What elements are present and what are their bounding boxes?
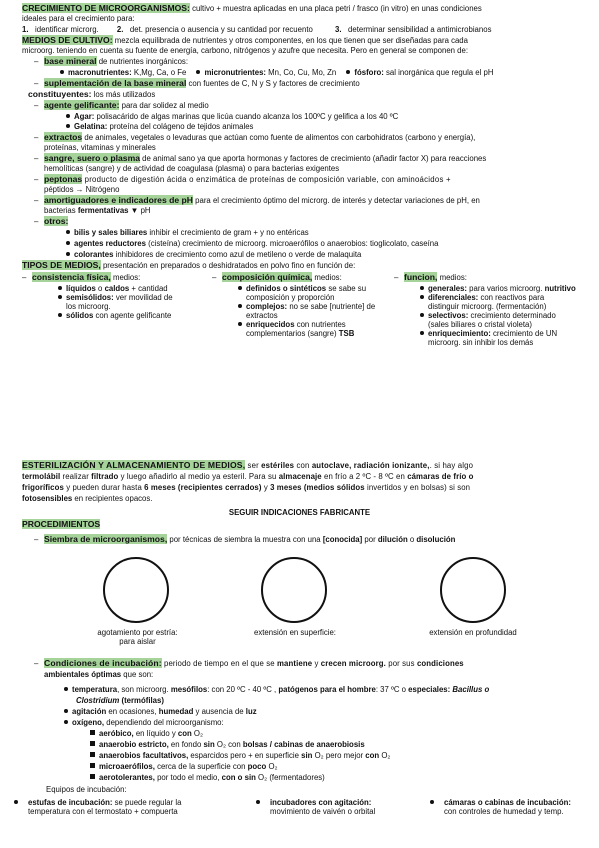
heading-suplementacion: suplementación de la base mineral — [44, 78, 187, 88]
aerotolerantes-line — [90, 773, 325, 782]
bullet-icon — [346, 70, 350, 74]
heading-funcion: funcion, — [404, 272, 438, 282]
disolucion-label: disolución — [416, 535, 456, 544]
base-mineral-line: – base mineral de nutrientes inorgánicos: — [34, 56, 189, 66]
termolabil-label: termolábil — [22, 472, 61, 481]
nutritivo-label: nutritivo — [544, 284, 576, 293]
peptonas-text-2: péptidos → Nitrógeno — [44, 185, 120, 194]
microaerofilos-line — [90, 762, 278, 771]
bullet-icon — [58, 286, 62, 290]
estufas-text-2: temperatura con el termostato + compuerta — [28, 807, 178, 816]
bolsas-label: bolsas / cabinas de anaerobiosis — [242, 740, 365, 749]
o4-text-b: cerca de la superficie con — [154, 762, 248, 771]
fosforo-value: sal inorgánica que regula el pH — [383, 68, 494, 77]
o1-o2: O₂ — [191, 729, 204, 738]
num-1: 1. — [22, 25, 29, 34]
medios-text-2: microorg. teniendo en cuenta su fuente de energía, carbono, nitrógenos y azufre que necesita. Pero en general se componen de: — [22, 46, 469, 55]
bullet-icon — [196, 70, 200, 74]
bilis-text: inhibir el crecimiento de gram + y no entéricas — [147, 228, 309, 237]
esterilizacion-line-1 — [22, 461, 473, 470]
extractos-text-2: proteínas, vitaminas y minerales — [44, 143, 156, 152]
o4-poco: poco — [247, 762, 267, 771]
column-composicion: – composición química, medios: definidos o sintéticos se sabe su composición y proporción complejos: no se sabe [nutriente] de extractos enriquecidos con nutrientes complementarios (sangre) TSB — [212, 272, 376, 338]
heading-crecimiento: CRECIMIENTO DE MICROORGANISMOS: — [22, 3, 190, 13]
bullet-icon — [58, 295, 62, 299]
o4-o2: O₂ — [266, 762, 278, 771]
heading-siembra: Siembra de microorganismos, — [44, 534, 168, 544]
colorantes-line — [66, 250, 361, 259]
square-bullet-icon — [90, 730, 95, 735]
sangre-line-2 — [44, 164, 339, 173]
caldos-label: caldos — [104, 284, 130, 293]
t1-text-f: : 37 ºC o — [375, 685, 409, 694]
enriquecidos-label: enriquecidos — [246, 320, 295, 329]
agitacion-line — [64, 707, 257, 716]
cantidad-text: + cantidad — [129, 284, 168, 293]
aerobico-line — [90, 729, 203, 738]
caption-estria — [80, 628, 195, 646]
enriquecimiento-text-2: microorg. sin inhibir los demás — [428, 338, 534, 347]
siembra-text-b: por técnicas de siembra la muestra con una — [167, 535, 323, 544]
especiales-label: especiales: — [408, 685, 453, 694]
esterilizacion-line-4 — [22, 494, 152, 503]
esterilizacion-line-2 — [22, 472, 473, 481]
bullet-icon — [14, 800, 18, 804]
e3-text-b: y pueden durar hasta — [63, 483, 145, 492]
t1-text-d: : con 20 ºC - 40 ºC , — [207, 685, 279, 694]
petri-dish-profundidad — [440, 557, 506, 623]
bullet-icon — [64, 720, 68, 724]
base-mineral-text: de nutrientes inorgánicos: — [96, 57, 189, 66]
intro-line-1 — [22, 4, 482, 13]
esteriles-label: estériles — [261, 461, 295, 470]
aerotolerantes-label: aerotolerantes, — [99, 773, 155, 782]
e2-text-f: en frío a 2 ºC - 8 ºC en — [321, 472, 408, 481]
fotosensibles-label: fotosensibles — [22, 494, 73, 503]
o5-text-b: por todo el medio, — [154, 773, 222, 782]
composicion-text: medios: — [312, 273, 342, 282]
o3-sin: sin — [301, 751, 313, 760]
heading-consistencia: consistencia física, — [32, 272, 111, 282]
o1-con: con — [177, 729, 192, 738]
fosforo-label: fósforo: — [354, 68, 384, 77]
siembra-line: – Siembra de microorganismos, por técnicas de siembra la muestra con una [conocida] por dilución o disolución — [34, 534, 456, 544]
colorantes-text: inhibidores de crecimiento como azul de metileno o verde de malaquita — [113, 250, 362, 259]
square-bullet-icon — [90, 741, 95, 746]
bullet-icon — [420, 331, 424, 335]
bullet-icon — [58, 313, 62, 317]
t1-text-b: , son microorg. — [117, 685, 171, 694]
bullet-icon — [66, 230, 70, 234]
bilis-label: bilis y sales biliares — [74, 228, 148, 237]
extractos-text: de animales, vegetales o levaduras que actúan como fuente de alimentos con carbohidratos (carbono y energía), — [82, 133, 476, 142]
humedad-label: humedad — [158, 707, 194, 716]
ambientales-label: ambientales óptimas — [44, 670, 122, 679]
petri-dish-estria — [103, 557, 169, 623]
incubacion-line: – Condiciones de incubación: periodo de tiempo en el que se mantiene y crecen microorg. por sus condiciones — [34, 658, 464, 668]
extractos-line-2 — [44, 143, 156, 152]
tipos-text: presentación en preparados o deshidratados en polvo fino en función de: — [100, 261, 356, 270]
ox-text-b: dependiendo del microorganismo: — [104, 718, 224, 727]
bullet-icon — [430, 800, 434, 804]
tres-meses-label: 3 meses (medios sólidos — [270, 483, 365, 492]
camaras-label: cámaras o cabinas de incubación: — [444, 798, 571, 807]
ph-text: ▼ pH — [128, 206, 151, 215]
funcion-text: medios: — [437, 273, 467, 282]
sangre-line: – sangre, suero o plasma de animal sano ya que aporta hormonas y factores de crecimiento (añadir factor X) para reacciones — [34, 153, 487, 163]
esterilizacion-text-e: . si hay algo — [429, 461, 474, 470]
consistencia-text: medios: — [110, 273, 141, 282]
agar-text: polisacárido de algas marinas que licúa cuando alcanza los 100ºC y gelifica a los 40 ºC — [94, 112, 399, 121]
heading-incubacion: Condiciones de incubación: — [44, 658, 162, 668]
semisolidos-label: semisólidos: — [66, 293, 114, 302]
incubacion-text-2: que son: — [121, 670, 154, 679]
enriquecimiento-label: enriquecimiento: — [428, 329, 491, 338]
conocida-label: [conocida] — [322, 535, 363, 544]
luz-label: luz — [245, 707, 257, 716]
diferenciales-label: diferenciales: — [428, 293, 479, 302]
equipos-line — [46, 785, 127, 794]
o3-text-d: O₂ pero mejor — [312, 751, 366, 760]
estufas-text: se puede regular la — [112, 798, 182, 807]
intro-text-2: ideales para el crecimiento para: — [22, 14, 135, 23]
equipo-incubadores — [256, 798, 426, 816]
equipo-estufas — [14, 798, 244, 816]
seguir-indicaciones: SEGUIR INDICACIONES FABRICANTE — [228, 508, 371, 517]
ag-text-d: y ausencia de — [193, 707, 246, 716]
incubacion-text-a: periodo de tiempo en el que se — [161, 659, 277, 668]
column-consistencia: – consistencia física, medios: líquidos o caldos + cantidad semisólidos: ver movilidad de los microorg. sólidos con agente gelificante — [22, 272, 173, 320]
incubacion-line-2 — [44, 670, 153, 679]
e4-text-b: en recipientes opacos. — [72, 494, 153, 503]
mesofilos-label: mesófilos — [170, 685, 208, 694]
microaerofilos-label: microaerófilos, — [99, 762, 155, 771]
selectivos-label: selectivos: — [428, 311, 469, 320]
peptonas-line: – peptonas producto de digestión ácida o enzimática de proteínas de composición variable, con aminoácidos + — [34, 174, 451, 184]
agitacion-label: agitación — [72, 707, 107, 716]
sangre-text-2: hemolíticas (sangre) y de actividad de coagulasa (plasma) o para bacterias exigentes — [44, 164, 340, 173]
temperatura-line-2 — [76, 696, 164, 705]
bacillus-label: Bacillus o — [452, 685, 490, 694]
o3-o2: O₂ — [379, 751, 391, 760]
o2-text-d: O₂ con — [214, 740, 243, 749]
reductores-line — [66, 239, 438, 248]
purpose-3: determinar sensibilidad a antimicrobianos — [348, 25, 492, 34]
definidos-text: se sabe su — [326, 284, 367, 293]
constituyentes-line — [28, 90, 155, 99]
mantiene-label: mantiene — [276, 659, 313, 668]
generales-text: para varios microorg. — [467, 284, 545, 293]
termofilas-label: (termófilas) — [119, 696, 164, 705]
anaerobio-estricto-label: anaerobio estricto, — [99, 740, 169, 749]
constituyentes-text: los más utilizados — [91, 90, 156, 99]
selectivos-text: crecimiento determinado — [468, 311, 556, 320]
reductores-label: agentes reductores — [74, 239, 146, 248]
intro-line-2 — [22, 14, 135, 23]
square-bullet-icon — [90, 763, 95, 768]
caption-profundidad: extensión en profundidad — [429, 628, 517, 637]
gelatina-text: proteína del colágeno de tejidos animales — [107, 122, 254, 131]
suplementacion-text: con fuentes de C, N y S y factores de crecimiento — [186, 79, 360, 88]
micronutrientes-label: micronutrientes: — [204, 68, 267, 77]
camaras-frio-label: cámaras de frío o — [407, 472, 474, 481]
siembra-text-d: por — [362, 535, 378, 544]
medios-line-2 — [22, 46, 468, 55]
definidos-label: definidos o sintéticos — [246, 284, 327, 293]
anaerobio-estricto-line — [90, 740, 365, 749]
fermentativas-text: fermentativas — [77, 206, 129, 215]
semisolidos-text-2: los microorg. — [66, 302, 111, 311]
amortiguadores-line-2 — [44, 206, 151, 215]
heading-sangre: sangre, suero o plasma — [44, 153, 140, 163]
diferenciales-text-2: distinguir microorg. (fermentación) — [428, 302, 547, 311]
o2-sin: sin — [203, 740, 215, 749]
patogenos-label: patógenos para el hombre — [278, 685, 376, 694]
incubadores-label: incubadores con agitación: — [270, 798, 372, 807]
purposes-line — [22, 25, 491, 34]
o3-con: con — [365, 751, 380, 760]
column-funcion: – funcion, medios: generales: para varios microorg. nutritivo diferenciales: con reactivos para distinguir microorg. (fermentación) selectivos: crecimiento determinado (sales biliares o cristal violeta) enriquecimiento: crecimiento de UN microorg. sin inhibir los demás — [394, 272, 576, 347]
semisolidos-text: ver movilidad de — [113, 293, 173, 302]
square-bullet-icon — [90, 774, 95, 779]
bullet-icon — [420, 295, 424, 299]
heading-extractos: extractos — [44, 132, 83, 142]
peptonas-line-2 — [44, 185, 119, 194]
oxigeno-label: oxígeno, — [72, 718, 105, 727]
intro-text: cultivo + muestra aplicadas en una placa petri / frasco (in vitro) en unas condiciones — [189, 4, 482, 13]
tipos-line — [22, 261, 355, 270]
oxigeno-line — [64, 718, 224, 727]
heading-base-mineral: base mineral — [44, 56, 97, 66]
micronutrientes-value: Mn, Co, Cu, Mo, Zn — [266, 68, 337, 77]
purpose-2: det. presencia o ausencia y su cantidad por recuento — [129, 25, 313, 34]
bullet-icon — [256, 800, 260, 804]
bilis-line — [66, 228, 309, 237]
bullet-icon — [420, 286, 424, 290]
siembra-text-f: o — [407, 535, 417, 544]
condiciones-label: condiciones — [416, 659, 464, 668]
agar-label: Agar: — [74, 112, 95, 121]
purpose-1: identificar microrg. — [35, 25, 99, 34]
gelificante-text: para dar solidez al medio — [119, 101, 209, 110]
almacenaje-label: almacenaje — [278, 472, 322, 481]
tsb-label: TSB — [338, 329, 355, 338]
generales-label: generales: — [428, 284, 468, 293]
heading-gelificante: agente gelificante: — [44, 100, 120, 110]
amortiguadores-line: – amortiguadores e indicadores de pH para el crecimiento óptimo del microrg. de interés y detectar variaciones de pH, en — [34, 195, 480, 205]
heading-peptonas: peptonas — [44, 174, 83, 184]
incubacion-text-e: por sus — [385, 659, 417, 668]
heading-tipos-medios: TIPOS DE MEDIOS, — [22, 260, 101, 270]
bullet-icon — [60, 70, 64, 74]
aerobico-label: aeróbico, — [99, 729, 134, 738]
reductores-text: (cisteína) crecimiento de microorg. microaerófilos o anaerobios: tioglicolato, caseína — [145, 239, 439, 248]
gelificante-line: – agente gelificante: para dar solidez al medio — [34, 100, 209, 110]
anaerobios-facultativos-label: anaerobios facultativos, — [99, 751, 189, 760]
amortiguadores-text: para el crecimiento óptimo del microrg. de interés y detectar variaciones de pH, en — [193, 196, 480, 205]
bullet-icon — [238, 322, 242, 326]
clostridium-label: Clostridium — [76, 696, 120, 705]
complejos-text: no se sabe [nutriente] de — [287, 302, 376, 311]
dilucion-label: dilución — [377, 535, 408, 544]
e2-text-b: realizar — [60, 472, 92, 481]
gelatina-label: Gelatina: — [74, 122, 108, 131]
extractos-line: – extractos de animales, vegetales o levaduras que actúan como fuente de alimentos con carbohidratos (carbono y energía), — [34, 132, 476, 142]
ag-text-b: en ocasiones, — [106, 707, 159, 716]
macronutrientes-value: K,Mg, Ca, o Fe — [131, 68, 187, 77]
o-text: o — [95, 284, 105, 293]
square-bullet-icon — [90, 752, 95, 757]
otros-line: – otros: — [34, 216, 69, 226]
anaerobios-facultativos-line — [90, 751, 390, 760]
enriquecidos-text: con nutrientes — [294, 320, 346, 329]
temperatura-label: temperatura — [72, 685, 118, 694]
equipo-camaras — [430, 798, 598, 816]
crecen-label: crecen microorg. — [320, 659, 386, 668]
equipos-label: Equipos de incubación: — [46, 785, 127, 794]
o3-text-b: esparcidos pero + en superficie — [188, 751, 302, 760]
caption-estria-line-1: agotamiento por estría: — [97, 628, 178, 637]
medios-line-1 — [22, 36, 468, 45]
gelatina-line — [66, 122, 253, 131]
procedimientos-line — [22, 520, 100, 529]
e3-text-d: y — [261, 483, 271, 492]
caption-superficie: extensión en superficie: — [254, 628, 336, 637]
heading-constituyentes: constituyentes: — [28, 89, 92, 99]
enriquecidos-text-2: complementarios (sangre) — [246, 329, 339, 338]
e2-text-d: y luego añadirlo al medio ya esteril. Para su — [118, 472, 279, 481]
incubadores-text: movimiento de vaivén o orbital — [270, 807, 376, 816]
enriquecimiento-text: crecimiento de UN — [490, 329, 558, 338]
bullet-icon — [66, 241, 70, 245]
estufas-label: estufas de incubación: — [28, 798, 113, 807]
seis-meses-label: 6 meses (recipientes cerrados) — [144, 483, 262, 492]
solidos-label: sólidos — [66, 311, 94, 320]
caption-estria-line-2: para aislar — [119, 637, 156, 646]
filtrado-label: filtrado — [91, 472, 119, 481]
bullet-icon — [66, 252, 70, 256]
bullet-icon — [238, 304, 242, 308]
bullet-icon — [64, 709, 68, 713]
diferenciales-text: con reactivos para — [478, 293, 545, 302]
complejos-label: complejos: — [246, 302, 288, 311]
bullet-icon — [238, 286, 242, 290]
bullet-icon — [66, 124, 70, 128]
frigorificos-label: frigoríficos — [22, 483, 64, 492]
e3-text-f: invertidos y en bolsas) si son — [364, 483, 471, 492]
liquidos-label: líquidos — [66, 284, 96, 293]
petri-dish-superficie — [261, 557, 327, 623]
bullet-icon — [64, 687, 68, 691]
esterilizacion-text-c: con — [294, 461, 312, 470]
colorantes-label: colorantes — [74, 250, 114, 259]
esterilizacion-line-3 — [22, 483, 470, 492]
bullet-icon — [66, 114, 70, 118]
heading-composicion: composición química, — [222, 272, 313, 282]
sangre-text: de animal sano ya que aporta hormonas y factores de crecimiento (añadir factor X) para reacciones — [140, 154, 487, 163]
heading-procedimientos: PROCEDIMIENTOS — [22, 519, 101, 529]
suplementacion-line: – suplementación de la base mineral con fuentes de C, N y S y factores de crecimiento — [34, 78, 360, 88]
heading-esterilizacion: ESTERILIZACIÓN Y ALMACENAMIENTO DE MEDIOS, — [22, 460, 246, 470]
num-2: 2. — [116, 25, 124, 34]
incubacion-text-c: y — [312, 659, 321, 668]
solidos-text: con agente gelificante — [93, 311, 172, 320]
heading-otros: otros: — [44, 216, 69, 226]
num-3: 3. — [335, 25, 342, 34]
definidos-text-2: composición y proporción — [246, 293, 335, 302]
esterilizacion-text-a: ser — [245, 461, 262, 470]
bullet-icon — [420, 313, 424, 317]
nutrients-line — [60, 68, 494, 77]
macronutrientes-label: macronutrientes: — [68, 68, 132, 77]
heading-medios-cultivo: MEDIOS DE CULTIVO: — [22, 35, 113, 45]
bacterias-text: bacterias — [44, 206, 78, 215]
temperatura-line — [64, 685, 489, 694]
agar-line — [66, 112, 398, 121]
o1-text-b: en líquido y — [133, 729, 178, 738]
camaras-text: con controles de humedad y temp. — [444, 807, 564, 816]
heading-amortiguadores: amortiguadores e indicadores de pH — [44, 195, 193, 205]
o5-con-o-sin: con o sin — [221, 773, 256, 782]
complejos-text-2: extractos — [246, 311, 278, 320]
o5-text-d: O₂ (fermentadores) — [255, 773, 325, 782]
o2-text-b: en fondo — [168, 740, 204, 749]
autoclave-label: autoclave, radiación ionizante, — [311, 461, 430, 470]
medios-text: mezcla equilibrada de nutrientes y otros componentes, en los que tienen que ser diseñadas para cada — [112, 36, 468, 45]
selectivos-text-2: (sales biliares o cristal violeta) — [428, 320, 532, 329]
peptonas-text: producto de digestión ácida o enzimática de proteínas de composición variable, con aminoácidos + — [82, 175, 451, 184]
